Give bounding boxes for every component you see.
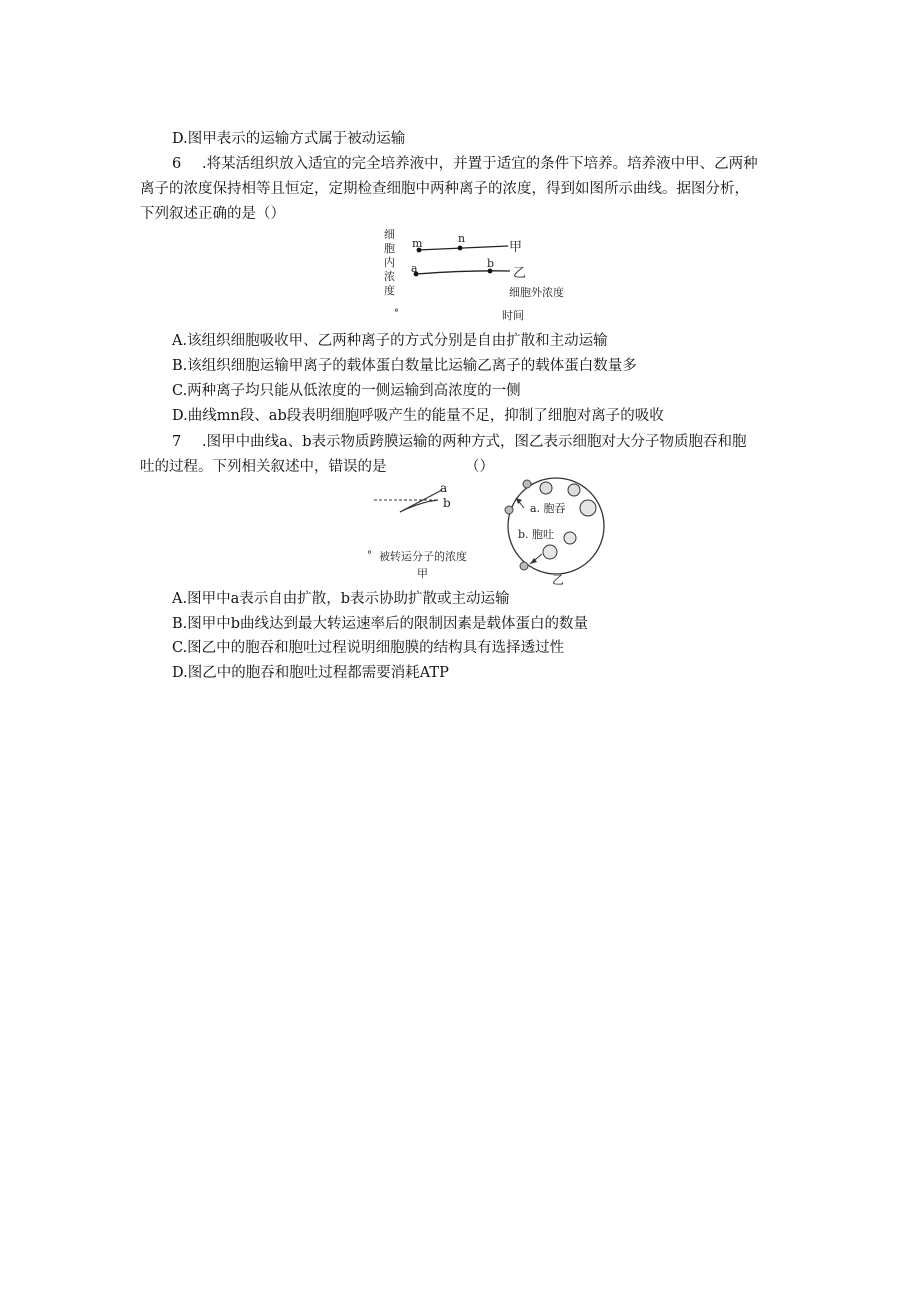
q6-y-label-char-3: 内 [384,256,395,269]
q6-figure [370,226,600,326]
q7-particle-outside-1 [523,480,531,488]
q7-label-b: b [443,496,451,510]
q6-label-b: b [487,257,495,270]
q7-origin: ° [367,550,372,561]
q7-stem-text-1: .图甲中曲线a、b表示物质跨膜运输的两种方式，图乙表示细胞对大分子物质胞吞和胞 [202,434,747,450]
q5-option-d: D.图甲表示的运输方式属于被动运输 [172,131,406,147]
q7-vesicle-top-1 [540,482,552,494]
q6-option-d: D.曲线mn段、ab段表明细胞呼吸产生的能量不足，抑制了细胞对离子的吸收 [172,408,664,424]
q7-particle-outside-2 [505,506,513,514]
q6-curve-jia [418,246,508,250]
q7-vesicle-inner-b2 [543,545,557,559]
q6-option-b: B.该组织细胞运输甲离子的载体蛋白数量比运输乙离子的载体蛋白数量多 [172,358,637,374]
q6-y-label-char-5: 度 [384,284,395,297]
q6-stem-line-1 [172,154,758,174]
q6-label-a: a [411,262,418,275]
q6-label-jia: 甲 [509,240,523,255]
q7-cell-membrane [508,478,604,574]
q6-y-label-char-4: 浓 [384,270,395,283]
q7-vesicle-inner-b1 [564,532,576,544]
q7-number: 7 [172,434,182,450]
q7-label-a: a [440,481,448,495]
q6-point-n [458,246,463,251]
q7-stem-line-1 [172,432,747,452]
q6-y-label-char-1: 细 [384,228,395,241]
q6-outside-label: 细胞外浓度 [509,286,564,299]
q6-stem-text-1: .将某活组织放入适宜的完全培养液中，并置于适宜的条件下培养。培养液中甲、乙两种 [202,156,758,172]
q7-caption-jia: 甲 [417,567,428,580]
q7-option-c: C.图乙中的胞吞和胞吐过程说明细胞膜的结构具有选择透过性 [172,640,565,656]
q6-stem-line-3: 下列叙述正确的是（） [140,206,285,222]
q6-option-a: A.该组织细胞吸收甲、乙两种离子的方式分别是自由扩散和主动运输 [172,333,608,349]
q7-option-b: B.图甲中b曲线达到最大转运速率后的限制因素是载体蛋白的数量 [172,616,589,632]
q7-figure-yi [494,474,618,588]
q7-arrowhead-a [516,498,522,504]
q7-option-a: A.图甲中a表示自由扩散，b表示协助扩散或主动运输 [172,591,510,607]
q7-x-label: 被转运分子的浓度 [379,550,467,563]
q7-vesicle-inner-a [580,500,596,516]
q6-option-c: C.两种离子均只能从低浓度的一侧运输到高浓度的一侧 [172,383,521,399]
q7-caption-yi: 乙 [552,573,565,587]
q7-stem-line-2: 吐的过程。下列相关叙述中，错误的是 [140,459,387,475]
q7-label-exocytosis: b. 胞吐 [518,528,555,541]
q6-label-yi: 乙 [513,266,527,281]
q6-stem-line-2: 离子的浓度保持相等且恒定，定期检查细胞中两种离子的浓度，得到如图所示曲线。据图分析， [140,181,749,197]
q6-x-label: 时间 [502,309,524,322]
q7-vesicle-top-2 [568,484,580,496]
q7-label-endocytosis: a. 胞吞 [530,502,566,515]
q7-figure-jia [360,478,490,580]
q6-origin: ° [394,308,399,319]
q6-y-label-char-2: 胞 [384,242,395,255]
q6-curve-yi [416,271,510,274]
q7-particle-outside-3 [520,562,528,570]
q6-label-m: m [412,237,423,250]
q6-number: 6 [172,156,182,172]
q7-answer-blank: （） [465,459,494,475]
q7-option-d: D.图乙中的胞吞和胞吐过程都需要消耗ATP [172,665,449,681]
q7-curve-a [400,490,442,512]
q6-label-n: n [458,232,466,245]
